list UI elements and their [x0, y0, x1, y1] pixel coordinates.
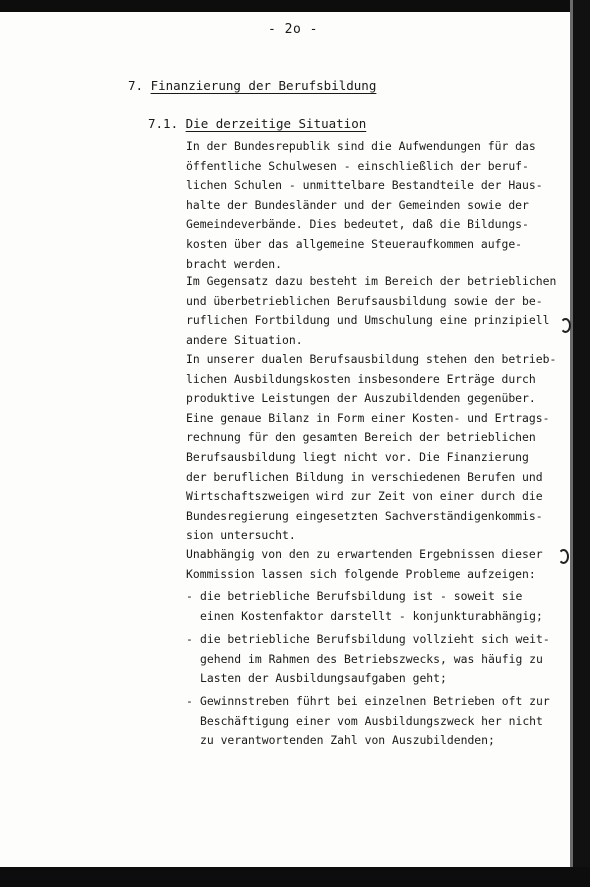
paragraph-line: Berufsausbildung liegt nicht vor. Die Finanzierung	[186, 449, 529, 464]
paragraph-line: Kommission lassen sich folgende Probleme aufzeigen:	[186, 566, 536, 581]
paragraph-line: kosten über das allgemeine Steueraufkommen aufge-	[186, 236, 523, 251]
paragraph-line: ruflichen Fortbildung und Umschulung eine prinzipiell	[186, 313, 550, 328]
page-number: - 2o -	[268, 22, 318, 37]
bullet-line: einen Kostenfaktor darstellt - konjunkturabhängig;	[200, 608, 543, 623]
section-heading	[128, 78, 376, 93]
bullet-dash: -	[186, 589, 193, 603]
bullet-line: zu verantwortenden Zahl von Auszubildenden;	[200, 733, 495, 748]
scan-artifact-mark	[558, 549, 569, 564]
paragraph-line: lichen Ausbildungskosten insbesondere Erträge durch	[186, 371, 536, 386]
bullet-item	[186, 692, 578, 751]
subsection-heading	[148, 116, 366, 131]
scan-artifact-mark	[560, 318, 571, 333]
paragraph	[186, 350, 578, 546]
bullet-line: die betriebliche Berufsbildung ist - soweit sie	[200, 589, 523, 603]
paragraph	[186, 272, 578, 350]
paragraph-line: Im Gegensatz dazu besteht im Bereich der betrieblichen	[186, 274, 557, 288]
paragraph-line: andere Situation.	[186, 332, 303, 347]
section-number: 7.	[128, 78, 144, 93]
paragraph-line: In unserer dualen Berufsausbildung stehen den betrieb-	[186, 352, 557, 366]
scan-edge-top	[0, 0, 590, 12]
paragraph-line: rechnung für den gesamten Bereich der betrieblichen	[186, 430, 536, 445]
paragraph-line: lichen Schulen - unmittelbare Bestandteile der Haus-	[186, 178, 543, 193]
bullet-line: gehend im Rahmen des Betriebszwecks, was häufig zu	[200, 651, 543, 666]
bullet-line: die betriebliche Berufsbildung vollzieht sich weit-	[200, 632, 550, 646]
scan-edge-bottom	[0, 867, 590, 887]
bullet-item	[186, 630, 578, 689]
bullet-line: Beschäftigung einer vom Ausbildungszweck her nicht	[200, 713, 543, 728]
section-title: Finanzierung der Berufsbildung	[150, 78, 377, 93]
paragraph-line: halte der Bundesländer und der Gemeinden sowie der	[186, 197, 529, 212]
paragraph-line: sion untersucht.	[186, 528, 296, 543]
paragraph-line: produktive Leistungen der Auszubildenden gegenüber.	[186, 391, 536, 406]
paragraph-line: Unabhängig von den zu erwartenden Ergebnissen dieser	[186, 547, 543, 561]
bullet-line: Gewinnstreben führt bei einzelnen Betrieben oft zur	[200, 694, 550, 708]
subsection-number: 7.1.	[148, 116, 179, 131]
paragraph	[186, 545, 578, 584]
paragraph-line: und überbetrieblichen Berufsausbildung sowie der be-	[186, 293, 543, 308]
paragraph-line: Eine genaue Bilanz in Form einer Kosten- und Ertrags-	[186, 410, 550, 425]
paragraph-line: der beruflichen Bildung in verschiedenen Berufen und	[186, 469, 543, 484]
paragraph	[186, 137, 578, 274]
paragraph-line: öffentliche Schulwesen - einschließlich der beruf-	[186, 158, 529, 173]
bullet-line: Lasten der Ausbildungsaufgaben geht;	[200, 671, 447, 686]
paragraph-line: Wirtschaftszweigen wird zur Zeit von einer durch die	[186, 489, 543, 504]
subsection-title: Die derzeitige Situation	[185, 116, 367, 131]
paragraph-line: In der Bundesrepublik sind die Aufwendungen für das	[186, 139, 536, 153]
paragraph-line: Bundesregierung eingesetzten Sachverständigenkommis-	[186, 508, 543, 523]
bullet-dash: -	[186, 632, 193, 646]
paragraph-line: Gemeindeverbände. Dies bedeutet, daß die Bildungs-	[186, 217, 529, 232]
bullet-dash: -	[186, 694, 193, 708]
bullet-item	[186, 587, 578, 626]
paragraph-line: bracht werden.	[186, 256, 283, 271]
